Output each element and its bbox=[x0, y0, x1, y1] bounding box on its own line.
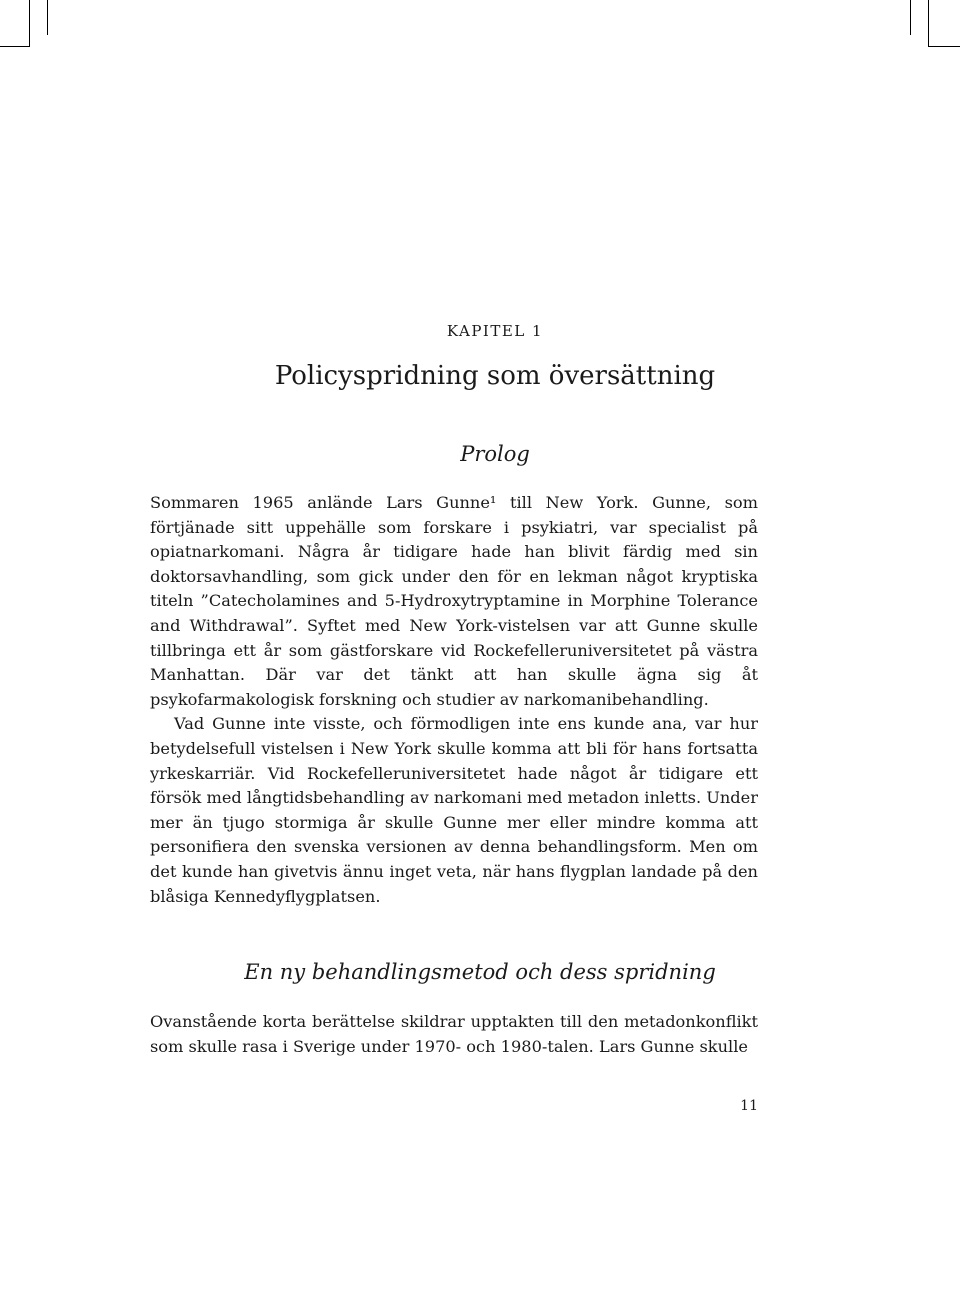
section-heading-behandlingsmetod: En ny behandlingsmetod och dess spridning bbox=[244, 960, 716, 984]
crop-mark-top-left-horizontal bbox=[0, 46, 30, 47]
prolog-body bbox=[150, 491, 758, 909]
prolog-paragraph-1: Sommaren 1965 anlände Lars Gunne¹ till New York. Gunne, som förtjänade sitt uppehälle som forskare i psykiatri, var specialist på opiatnarkomani. Några år tidigare hade han blivit färdig med sin doktorsavhandling, som gick under den för en lekman något kryptiska titeln ”Catecholamines and 5-Hydroxytryptamine in Morphine Tolerance and Withdrawal”. Syftet med New York-vistelsen var att Gunne skulle tillbringa ett år som gästforskare vid Rockefelleruniversitetet på västra Manhattan. Där var det tänkt att han skulle ägna sig åt psykofarmakologisk forskning och studier av narkomanibehandling. bbox=[150, 493, 758, 709]
prolog-paragraph-2: Vad Gunne inte visste, och förmodligen inte ens kunde ana, var hur betydelsefull vistelsen i New York skulle komma att bli för hans fortsatta yrkeskarriär. Vid Rockefelleruniversitetet hade något år tidigare ett försök med långtidsbehandling av narkomani med metadon inletts. Under mer än tjugo stormiga år skulle Gunne mer eller mindre komma att personifiera den svenska versionen av denna behandlingsform. Men om det kunde han givetvis ännu inget veta, när hans flygplan landade på den blåsiga Kennedyflygplatsen. bbox=[150, 714, 758, 906]
crop-mark-top-right-vertical-inner bbox=[928, 0, 929, 46]
section-heading-prolog: Prolog bbox=[460, 442, 530, 466]
chapter-title: Policyspridning som översättning bbox=[274, 361, 716, 391]
section2-paragraph-1: Ovanstående korta berättelse skildrar upptakten till den metadonkonflikt som skulle rasa i Sverige under 1970- och 1980-talen. Lars Gunne skulle bbox=[150, 1012, 758, 1056]
chapter-label: KAPITEL 1 bbox=[446, 322, 544, 340]
page-number: 11 bbox=[740, 1098, 758, 1114]
section2-body bbox=[150, 1010, 758, 1059]
crop-mark-top-right-horizontal bbox=[928, 46, 960, 47]
crop-mark-top-right-vertical bbox=[910, 0, 911, 35]
crop-mark-top-left-vertical bbox=[29, 0, 30, 46]
crop-mark-top-left-vertical-outer bbox=[47, 0, 48, 35]
